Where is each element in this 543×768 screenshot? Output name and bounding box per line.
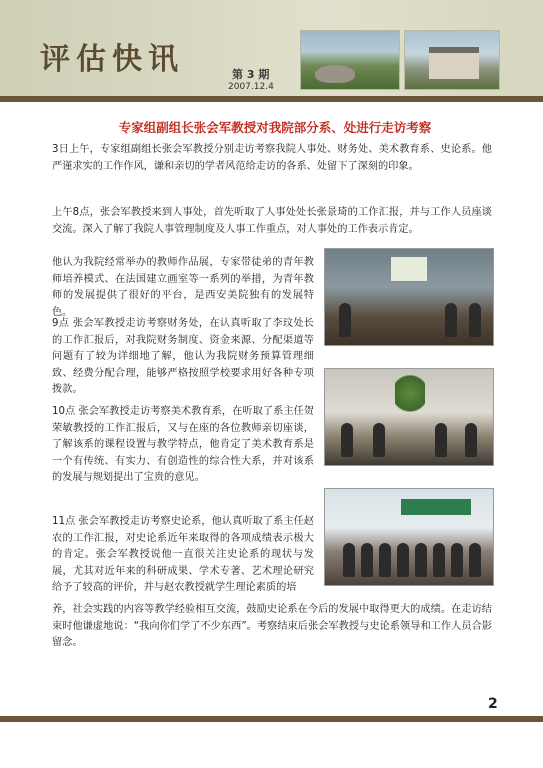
paragraph-history-theory-closing: 养，社会实践的内容等教学经验相互交流，鼓励史论系在今后的发展中取得更大的成绩。在走访结束时他谦虚地说：“我向你们学了不少东西”。考察结束后张会军教授与史论系领导和工作人员合影留念。 <box>52 604 492 649</box>
article-title: 专家组副组长张会军教授对我院部分系、处进行走访考察 <box>118 120 432 135</box>
person-figure <box>469 543 481 577</box>
bottom-rule <box>0 716 543 722</box>
person-figure <box>469 303 481 337</box>
person-figure <box>397 543 409 577</box>
photo-history-theory-group <box>324 488 494 586</box>
issue-number: 第 3 期 <box>232 68 270 81</box>
paragraph-hr-visit: 上午8点，张会军教授来到人事处，首先听取了人事处处长张景琦的工作汇报，并与工作人员座谈交流。深入了解了我院人事管理制度及人事工作重点，对人事处的工作表示肯定。 <box>52 207 492 235</box>
person-figure <box>445 303 457 337</box>
paragraph-intro: 3日上午，专家组副组长张会军教授分别走访考察我院人事处、财务处、美术教育系、史论系。他严谨求实的工作作风，谦和亲切的学者风范给走访的各系、处留下了深刻的印象。 <box>52 144 492 172</box>
top-rule <box>0 96 543 102</box>
photo-art-education-meeting <box>324 368 494 466</box>
photo-hr-meeting <box>324 248 494 346</box>
page-number: 2 <box>488 696 498 712</box>
paragraph-hr-comment: 他认为我院经常举办的教师作品展，专家带徒弟的青年教师培养模式、在法国建立画室等一系列的举措，为青年教师的发展提供了很好的平台，是西安美院独有的发展特色。 <box>52 257 314 318</box>
paragraph-history-theory-visit: 11点 张会军教授走访考察史论系，他认真听取了系主任赵农的工作汇报，对史论系近年来取得的各项成绩表示极大的肯定。张会军教授说他一直很关注史论系的现状与发展，尤其对近年来的科研成果、学术专著、艺术理论研究给予了较高的评价，并与赵农教授就学生理论素质的培 <box>52 516 314 594</box>
person-figure <box>343 543 355 577</box>
paragraph-art-education-visit: 10点 张会军教授走访考察美术教育系，在听取了系主任贺荣敏教授的工作汇报后，又与在座的各位教师亲切座谈，了解该系的课程设置与教学特点，他肯定了美术教育系是一个有传统、有实力、有创造性的综合性大系，并对该系的发展与规划提出了宝贵的意见。 <box>52 406 314 484</box>
header-photo-campus-rock <box>300 30 400 90</box>
person-figure <box>415 543 427 577</box>
paragraph-finance-visit: 9点 张会军教授走访考察财务处，在认真听取了李玟处长的工作汇报后，对我院财务制度、资金来源、分配渠道等问题有了较为详细地了解，他认为我院财务预算管理细致、经费分配合理，能够严格按照学校要求用好各种专项拨款。 <box>52 318 314 396</box>
green-banner <box>401 499 471 515</box>
person-figure <box>435 423 447 457</box>
person-figure <box>361 543 373 577</box>
potted-plant <box>395 375 425 421</box>
newsletter-title: 评估快讯 <box>40 42 184 77</box>
header-photo-campus-gate <box>404 30 500 90</box>
person-figure <box>451 543 463 577</box>
person-figure <box>433 543 445 577</box>
projector-screen <box>391 257 427 281</box>
person-figure <box>341 423 353 457</box>
person-figure <box>373 423 385 457</box>
person-figure <box>379 543 391 577</box>
building-shape <box>429 47 479 79</box>
rock-shape <box>315 65 355 83</box>
person-figure <box>339 303 351 337</box>
issue-date: 2007.12.4 <box>228 82 274 92</box>
person-figure <box>465 423 477 457</box>
